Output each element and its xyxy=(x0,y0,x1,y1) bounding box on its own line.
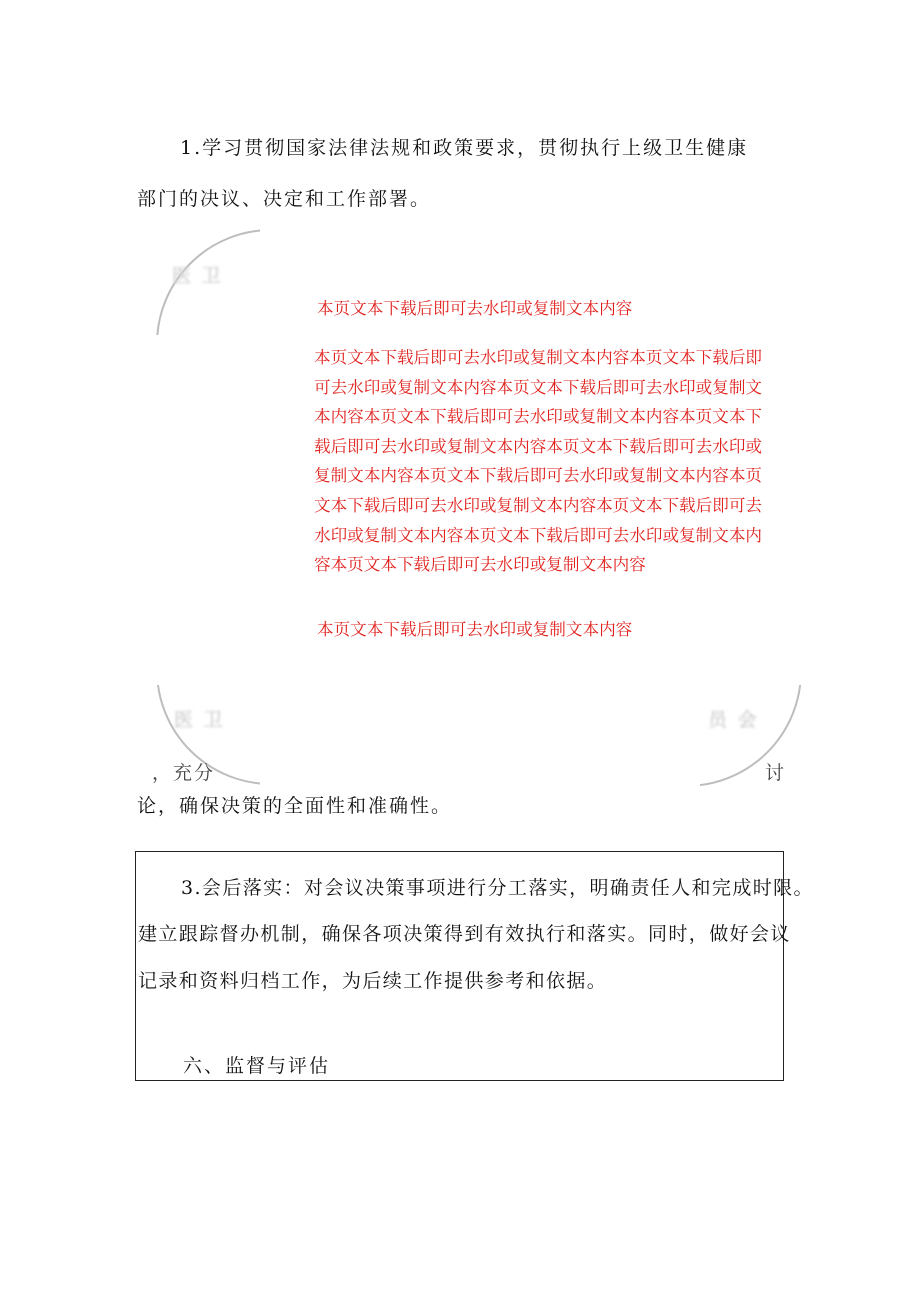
box-line-2: 建立跟踪督办机制，确保各项决策得到有效执行和落实。同时，做好会议 xyxy=(138,923,791,945)
watermark-line: 水印或复制文本内容本页文本下载后即可去水印或复制文本内 xyxy=(314,525,763,545)
watermark-line: 复制文本内容本页文本下载后即可去水印或复制文本内容本页 xyxy=(314,466,763,486)
paragraph-1-line-1: 1.学习贯彻国家法律法规和政策要求，贯彻执行上级卫生健康 xyxy=(180,137,749,159)
watermark-line: 载后即可去水印或复制文本内容本页文本下载后即可去水印或 xyxy=(314,436,763,456)
watermark-text-block xyxy=(314,343,762,580)
watermark-seal-top-left: 医 卫 xyxy=(150,225,260,335)
watermark-line: 本页文本下载后即可去水印或复制文本内容本页文本下载后即 xyxy=(314,348,763,367)
watermark-line: 本内容本页文本下载后即可去水印或复制文本内容本页文本下 xyxy=(314,407,763,427)
watermark-notice-bottom: 本页文本下载后即可去水印或复制文本内容 xyxy=(317,620,633,639)
watermark-seal-bottom-right: 员 会 xyxy=(700,685,810,790)
watermark-seal-bottom-left: 医 卫 xyxy=(150,685,260,790)
box-line-3: 记录和资料归档工作，为后续工作提供参考和依据。 xyxy=(138,970,608,992)
watermark-notice-top: 本页文本下载后即可去水印或复制文本内容 xyxy=(317,299,633,318)
section-heading-supervision: 六、监督与评估 xyxy=(183,1055,331,1077)
meeting-implementation-box xyxy=(135,851,814,1081)
watermark-line: 容本页文本下载后即可去水印或复制文本内容 xyxy=(314,555,646,575)
watermark-line: 文本下载后即可去水印或复制文本内容本页文本下载后即可去 xyxy=(314,495,763,515)
paragraph-1-line-2: 部门的决议、决定和工作部署。 xyxy=(137,188,432,210)
watermark-line: 可去水印或复制文本内容本页文本下载后即可去水印或复制文 xyxy=(314,377,763,397)
paragraph-2-line-2: 论，确保决策的全面性和准确性。 xyxy=(137,795,453,817)
box-line-1: 3.会后落实：对会议决策事项进行分工落实，明确责任人和完成时限。 xyxy=(181,877,814,899)
paragraph-2-fragment-left: ，充分 xyxy=(152,762,216,784)
paragraph-2-fragment-right: 讨 xyxy=(765,762,787,784)
